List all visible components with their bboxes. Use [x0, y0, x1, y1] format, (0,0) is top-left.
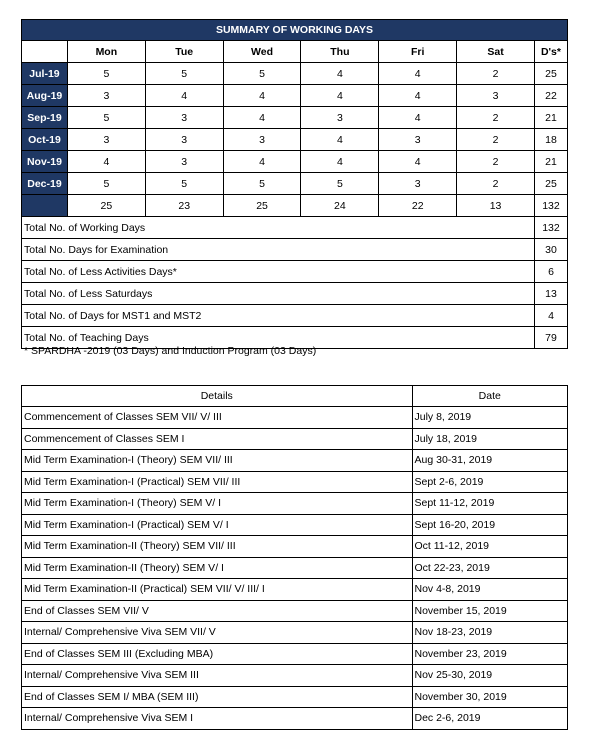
summary-total-label: Total No. of Days for MST1 and MST2	[22, 305, 535, 327]
day-count-cell: 2	[457, 173, 535, 195]
details-row	[22, 665, 568, 687]
event-date: Oct 11-12, 2019	[412, 536, 568, 558]
details-row	[22, 536, 568, 558]
day-count-cell: 3	[67, 129, 145, 151]
corner-cell	[22, 41, 68, 63]
total-cell: 132	[534, 195, 567, 217]
summary-total-row	[22, 261, 568, 283]
details-row	[22, 622, 568, 644]
day-count-cell: 5	[67, 173, 145, 195]
total-cell: 13	[457, 195, 535, 217]
details-row	[22, 514, 568, 536]
day-count-cell: 22	[534, 85, 567, 107]
month-label: Nov-19	[22, 151, 68, 173]
month-label: Dec-19	[22, 173, 68, 195]
day-count-cell: 5	[223, 63, 301, 85]
day-count-cell: 2	[457, 107, 535, 129]
day-count-cell: 3	[379, 129, 457, 151]
day-count-cell: 18	[534, 129, 567, 151]
month-row	[22, 63, 568, 85]
day-count-cell: 4	[379, 151, 457, 173]
day-count-cell: 4	[301, 85, 379, 107]
details-row	[22, 708, 568, 730]
event-date: Sept 11-12, 2019	[412, 493, 568, 515]
details-header: Details	[22, 386, 413, 407]
summary-total-row	[22, 283, 568, 305]
event-date: Nov 25-30, 2019	[412, 665, 568, 687]
day-count-cell: 5	[145, 173, 223, 195]
details-row	[22, 450, 568, 472]
day-count-cell: 3	[145, 107, 223, 129]
summary-total-value: 13	[534, 283, 567, 305]
day-count-cell: 4	[223, 85, 301, 107]
day-count-cell: 4	[379, 63, 457, 85]
summary-header-row	[22, 41, 568, 63]
event-details: End of Classes SEM VII/ V	[22, 600, 413, 622]
event-date: November 23, 2019	[412, 643, 568, 665]
day-count-cell: 4	[223, 151, 301, 173]
summary-total-value: 79	[534, 327, 567, 349]
total-cell: 23	[145, 195, 223, 217]
summary-total-label: Total No. Days for Examination	[22, 239, 535, 261]
summary-table	[21, 19, 568, 349]
details-row	[22, 643, 568, 665]
month-row	[22, 173, 568, 195]
event-date: Aug 30-31, 2019	[412, 450, 568, 472]
event-date: Oct 22-23, 2019	[412, 557, 568, 579]
day-count-cell: 2	[457, 129, 535, 151]
totals-row	[22, 195, 568, 217]
total-cell: 25	[223, 195, 301, 217]
day-count-cell: 3	[301, 107, 379, 129]
summary-total-row	[22, 305, 568, 327]
month-row	[22, 107, 568, 129]
total-cell: 22	[379, 195, 457, 217]
month-row	[22, 129, 568, 151]
event-details: Mid Term Examination-II (Theory) SEM V/ I	[22, 557, 413, 579]
event-details: Mid Term Examination-I (Theory) SEM V/ I	[22, 493, 413, 515]
event-details: Commencement of Classes SEM I	[22, 428, 413, 450]
month-label: Oct-19	[22, 129, 68, 151]
day-count-cell: 2	[457, 63, 535, 85]
col-header: Tue	[145, 41, 223, 63]
summary-total-row	[22, 217, 568, 239]
details-row	[22, 407, 568, 429]
footnote: * SPARDHA -2019 (03 Days) and Induction Program (03 Days)	[24, 345, 317, 357]
day-count-cell: 4	[301, 151, 379, 173]
summary-total-value: 6	[534, 261, 567, 283]
event-details: Mid Term Examination-II (Practical) SEM VII/ V/ III/ I	[22, 579, 413, 601]
day-count-cell: 5	[145, 63, 223, 85]
details-row	[22, 686, 568, 708]
col-header: Thu	[301, 41, 379, 63]
day-count-cell: 25	[534, 63, 567, 85]
day-count-cell: 25	[534, 173, 567, 195]
details-row	[22, 428, 568, 450]
day-count-cell: 4	[145, 85, 223, 107]
details-row	[22, 579, 568, 601]
summary-total-label: Total No. of Less Saturdays	[22, 283, 535, 305]
day-count-cell: 4	[379, 85, 457, 107]
event-details: Internal/ Comprehensive Viva SEM III	[22, 665, 413, 687]
day-count-cell: 21	[534, 151, 567, 173]
day-count-cell: 4	[67, 151, 145, 173]
day-count-cell: 2	[457, 151, 535, 173]
details-header-row	[22, 386, 568, 407]
summary-total-value: 4	[534, 305, 567, 327]
event-details: Mid Term Examination-II (Theory) SEM VII/ III	[22, 536, 413, 558]
day-count-cell: 3	[67, 85, 145, 107]
summary-total-value: 132	[534, 217, 567, 239]
event-date: Nov 18-23, 2019	[412, 622, 568, 644]
details-row	[22, 471, 568, 493]
day-count-cell: 21	[534, 107, 567, 129]
event-details: End of Classes SEM III (Excluding MBA)	[22, 643, 413, 665]
summary-total-label: Total No. of Less Activities Days*	[22, 261, 535, 283]
event-details: Internal/ Comprehensive Viva SEM I	[22, 708, 413, 730]
summary-total-row	[22, 239, 568, 261]
event-date: July 8, 2019	[412, 407, 568, 429]
day-count-cell: 5	[301, 173, 379, 195]
month-row	[22, 151, 568, 173]
details-table	[21, 385, 568, 730]
event-date: Nov 4-8, 2019	[412, 579, 568, 601]
month-row	[22, 85, 568, 107]
day-count-cell: 4	[301, 63, 379, 85]
month-label: Aug-19	[22, 85, 68, 107]
month-label: Jul-19	[22, 63, 68, 85]
day-count-cell: 3	[379, 173, 457, 195]
day-count-cell: 4	[301, 129, 379, 151]
col-header: Fri	[379, 41, 457, 63]
summary-total-value: 30	[534, 239, 567, 261]
day-count-cell: 5	[67, 107, 145, 129]
date-header: Date	[412, 386, 568, 407]
col-header: Sat	[457, 41, 535, 63]
event-details: Mid Term Examination-I (Theory) SEM VII/ III	[22, 450, 413, 472]
summary-title: SUMMARY OF WORKING DAYS	[22, 20, 568, 41]
event-details: Internal/ Comprehensive Viva SEM VII/ V	[22, 622, 413, 644]
event-date: Sept 16-20, 2019	[412, 514, 568, 536]
day-count-cell: 4	[379, 107, 457, 129]
event-details: Mid Term Examination-I (Practical) SEM VII/ III	[22, 471, 413, 493]
total-cell: 25	[67, 195, 145, 217]
event-date: November 30, 2019	[412, 686, 568, 708]
details-row	[22, 493, 568, 515]
total-cell: 24	[301, 195, 379, 217]
event-details: Commencement of Classes SEM VII/ V/ III	[22, 407, 413, 429]
day-count-cell: 3	[223, 129, 301, 151]
event-date: November 15, 2019	[412, 600, 568, 622]
col-header: Wed	[223, 41, 301, 63]
day-count-cell: 3	[457, 85, 535, 107]
day-count-cell: 4	[223, 107, 301, 129]
day-count-cell: 5	[67, 63, 145, 85]
event-date: July 18, 2019	[412, 428, 568, 450]
totals-corner	[22, 195, 68, 217]
event-details: Mid Term Examination-I (Practical) SEM V/ I	[22, 514, 413, 536]
event-details: End of Classes SEM I/ MBA (SEM III)	[22, 686, 413, 708]
day-count-cell: 5	[223, 173, 301, 195]
col-header: D's*	[534, 41, 567, 63]
summary-total-label: Total No. of Teaching Days	[22, 327, 535, 349]
col-header: Mon	[67, 41, 145, 63]
summary-total-label: Total No. of Working Days	[22, 217, 535, 239]
day-count-cell: 3	[145, 151, 223, 173]
event-date: Dec 2-6, 2019	[412, 708, 568, 730]
details-row	[22, 600, 568, 622]
month-label: Sep-19	[22, 107, 68, 129]
day-count-cell: 3	[145, 129, 223, 151]
details-row	[22, 557, 568, 579]
event-date: Sept 2-6, 2019	[412, 471, 568, 493]
